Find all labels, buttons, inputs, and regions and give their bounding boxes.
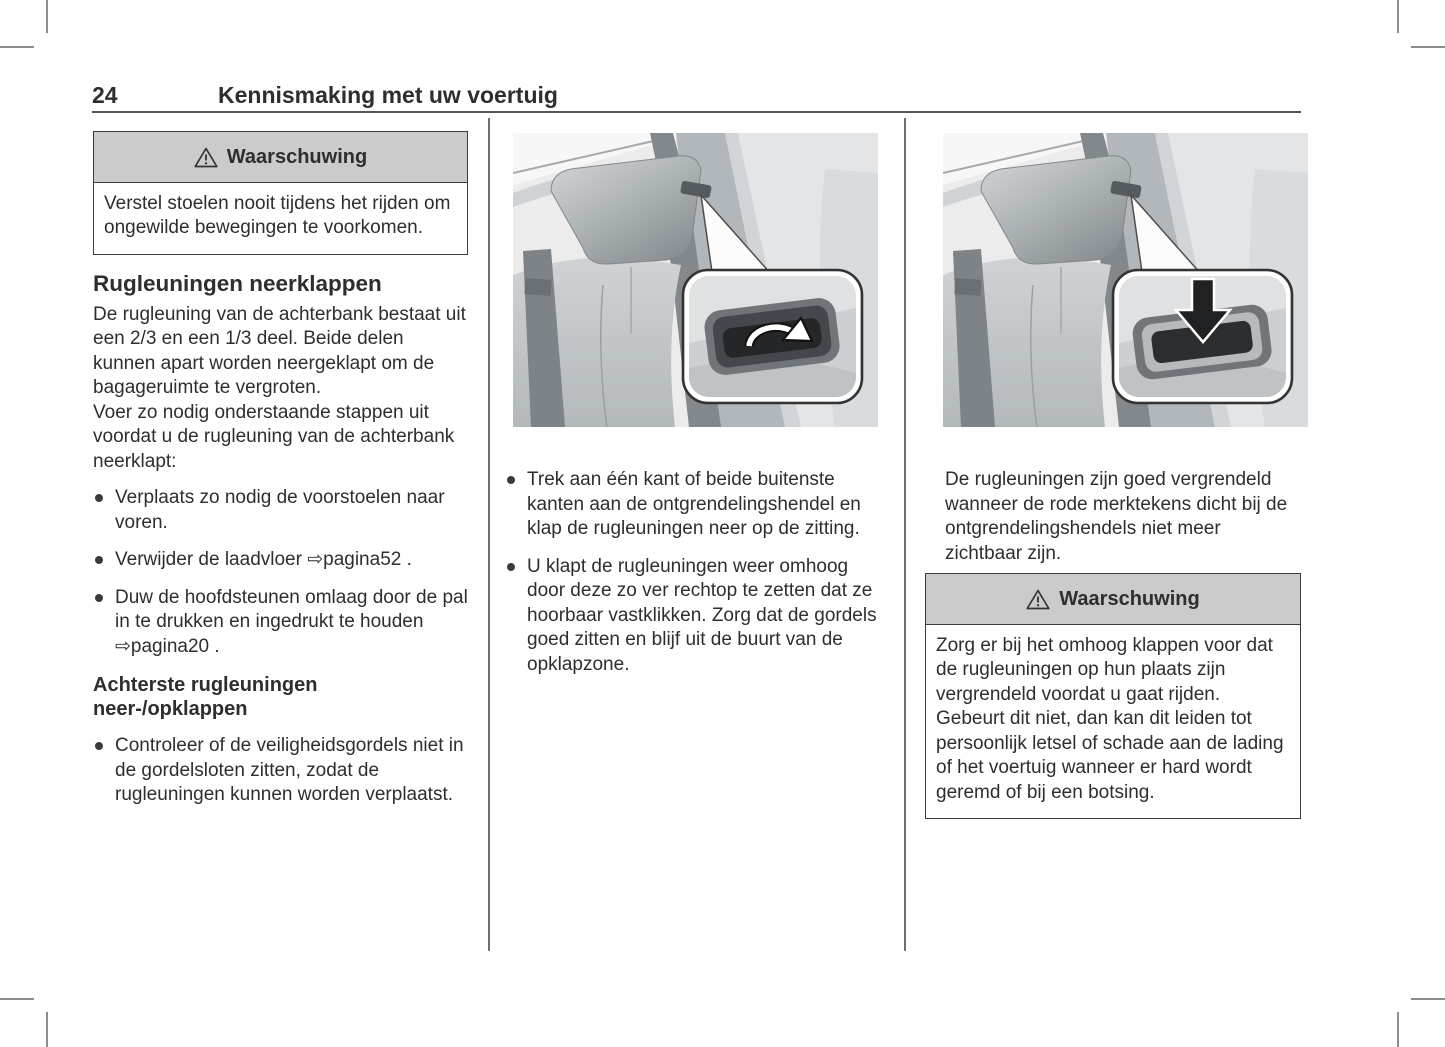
page-number: 24 xyxy=(92,82,118,108)
magnifier-callout xyxy=(1113,270,1292,403)
section-heading: Rugleuningen neerklappen xyxy=(93,270,382,296)
warning-title: Waarschuwing xyxy=(226,146,368,168)
crop-mark xyxy=(1397,0,1399,33)
chapter-title: Kennismaking met uw voertuig xyxy=(218,82,558,108)
bullet-list xyxy=(93,486,468,659)
list-item xyxy=(505,555,880,678)
column-divider xyxy=(904,118,906,951)
list-item xyxy=(505,468,880,542)
warning-box-header xyxy=(926,574,1300,625)
warning-box xyxy=(925,573,1301,819)
magnifier-callout xyxy=(683,270,862,403)
list-item-text: Duw de hoofdsteunen omlaag door de pal in te drukken en ingedrukt te houden ⇨pagina20 . xyxy=(115,586,468,657)
crop-mark xyxy=(0,46,34,48)
list-item-text: Controleer of de veiligheidsgordels niet in de gordelsloten zitten, zodat de rugleuningen kunnen worden verplaatst. xyxy=(115,735,464,805)
warning-triangle-icon xyxy=(1026,589,1050,610)
list-item xyxy=(93,586,468,660)
crop-mark xyxy=(1411,46,1445,48)
crop-mark xyxy=(0,998,34,1000)
crop-mark xyxy=(46,0,48,33)
list-item-text: Verplaats zo nodig de voorstoelen naar voren. xyxy=(115,487,445,533)
list-item xyxy=(93,734,468,808)
list-item xyxy=(93,548,468,573)
warning-body-text: Zorg er bij het omhoog klappen voor dat de rugleuningen op hun plaats zijn vergrendeld voordat u gaat rijden. Gebeurt dit niet, dan kan dit leiden tot persoonlijk letsel of schade aan de lading of het voertuig wanneer er hard wordt geremd of bij een botsing. xyxy=(936,634,1284,803)
list-item-text: U klapt de rugleuningen weer omhoog door deze zo ver rechtop te zetten dat ze hoorbaar vastklikken. Zorg dat de gordels goed zitten en blijf uit de buurt van de opklapzone. xyxy=(527,555,877,675)
crop-mark xyxy=(1397,1012,1399,1047)
sub-heading: Achterste rugleuningen neer-/opklappen xyxy=(93,674,318,720)
paragraph: De rugleuning van de achterbank bestaat uit een 2/3 en een 1/3 deel. Beide delen kunnen apart worden neergeklapt om de bagageruimte te vergroten. xyxy=(93,303,466,398)
figure-seatback-release-handle xyxy=(513,133,878,427)
left-column xyxy=(93,131,468,821)
warning-title: Waarschuwing xyxy=(1059,588,1200,610)
header-rule xyxy=(92,111,1301,113)
right-column xyxy=(925,133,1301,819)
column-divider xyxy=(488,118,490,951)
figure-seatback-release-button xyxy=(943,133,1308,427)
bullet-list xyxy=(93,734,468,808)
paragraph: De rugleuningen zijn goed vergrendeld wanneer de rode merktekens dicht bij de ontgrendelingshendels niet meer zichtbaar zijn. xyxy=(945,469,1288,564)
bullet-list xyxy=(505,468,880,677)
middle-column xyxy=(505,133,880,690)
warning-box-header xyxy=(94,132,467,183)
list-item-text: Verwijder de laadvloer ⇨pagina52 . xyxy=(115,549,412,570)
warning-triangle-icon xyxy=(194,147,218,168)
warning-box xyxy=(93,131,468,255)
list-item-text: Trek aan één kant of beide buitenste kanten aan de ontgrendelingshendel en klap de rugleuningen neer op de zitting. xyxy=(527,469,861,539)
warning-body-text: Verstel stoelen nooit tijdens het rijden om ongewilde bewegingen te voorkomen. xyxy=(104,192,451,238)
paragraph: Voer zo nodig onderstaande stappen uit voordat u de rugleuning van de achterbank neerklapt: xyxy=(93,401,455,472)
crop-mark xyxy=(46,1012,48,1047)
crop-mark xyxy=(1411,998,1445,1000)
list-item xyxy=(93,486,468,535)
